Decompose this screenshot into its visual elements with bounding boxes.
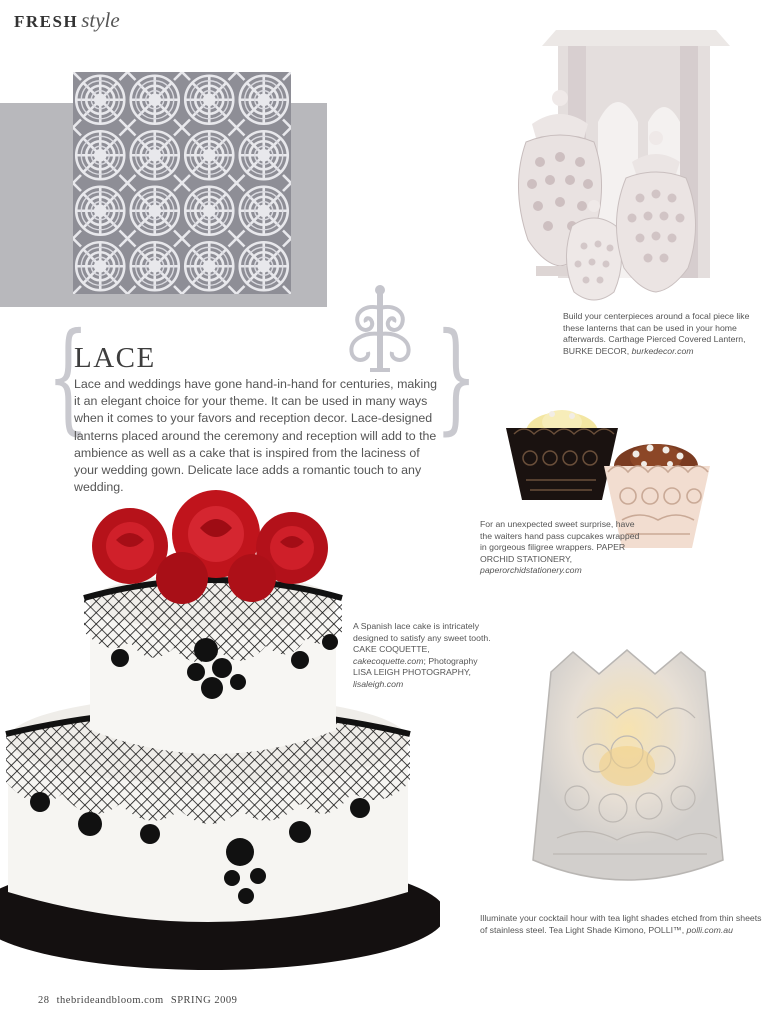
footer-site: thebrideandbloom.com: [56, 995, 164, 1006]
left-brace-decoration: {: [47, 308, 90, 447]
caption-cake-text2: ; Photography LISA LEIGH PHOTOGRAPHY,: [353, 655, 478, 678]
tea-light-shade-image: [517, 648, 739, 900]
lanterns-image: [468, 12, 777, 312]
caption-cake-text1: A Spanish lace cake is intricately designed to satisfy any sweet tooth. CAKE COQUETTE,: [353, 621, 491, 655]
caption-lanterns: [563, 311, 763, 357]
caption-cupcakes-text: For an unexpected sweet surprise, have the waiters hand pass cupcakes wrapped in gorgeous filigree wrappers. PAPER ORCHID STATIONERY,: [480, 519, 640, 564]
caption-tealight: [480, 913, 765, 936]
article-body: Lace and weddings have gone hand-in-hand for centuries, making it an elegant choice for your theme. It can be used in many ways when it comes to your favors and reception decor. Lace-designed lanterns placed around the ceremony and reception will add to the ambience as well as a cake that is inspired from the laciness of your wedding gown. Delicate lace adds a romantic touch to any wedding.: [74, 377, 438, 495]
caption-cake-url2[interactable]: lisaleigh.com: [353, 678, 404, 689]
lace-swatch-image: [73, 72, 291, 294]
right-brace-decoration: }: [435, 308, 478, 447]
caption-cupcakes: [480, 519, 640, 577]
section-header-word1: FRESH: [14, 12, 79, 31]
page-number: 28: [38, 995, 50, 1006]
caption-tealight-url[interactable]: polli.com.au: [686, 924, 733, 935]
caption-tealight-text: Illuminate your cocktail hour with tea light shades etched from thin sheets of stainless steel. Tea Light Shade Kimono, POLLI™,: [480, 913, 762, 935]
caption-cake-url1[interactable]: cakecoquette.com: [353, 655, 424, 666]
article-title: LACE: [74, 342, 156, 374]
caption-lanterns-url[interactable]: burkedecor.com: [631, 345, 694, 356]
fleur-ornament-icon: [340, 284, 420, 374]
caption-cake: [353, 621, 493, 691]
lace-cake-image: [0, 482, 440, 982]
page-footer: [38, 995, 241, 1006]
caption-lanterns-text: Build your centerpieces around a focal piece like these lanterns that can be used in your home afterwards. Carthage Pierced Covered Lantern, BURKE DECOR,: [563, 311, 750, 356]
section-header: [14, 8, 120, 33]
caption-cupcakes-url[interactable]: paperorchidstationery.com: [480, 565, 582, 576]
section-header-word2: style: [81, 8, 120, 32]
footer-issue: SPRING 2009: [170, 995, 238, 1006]
